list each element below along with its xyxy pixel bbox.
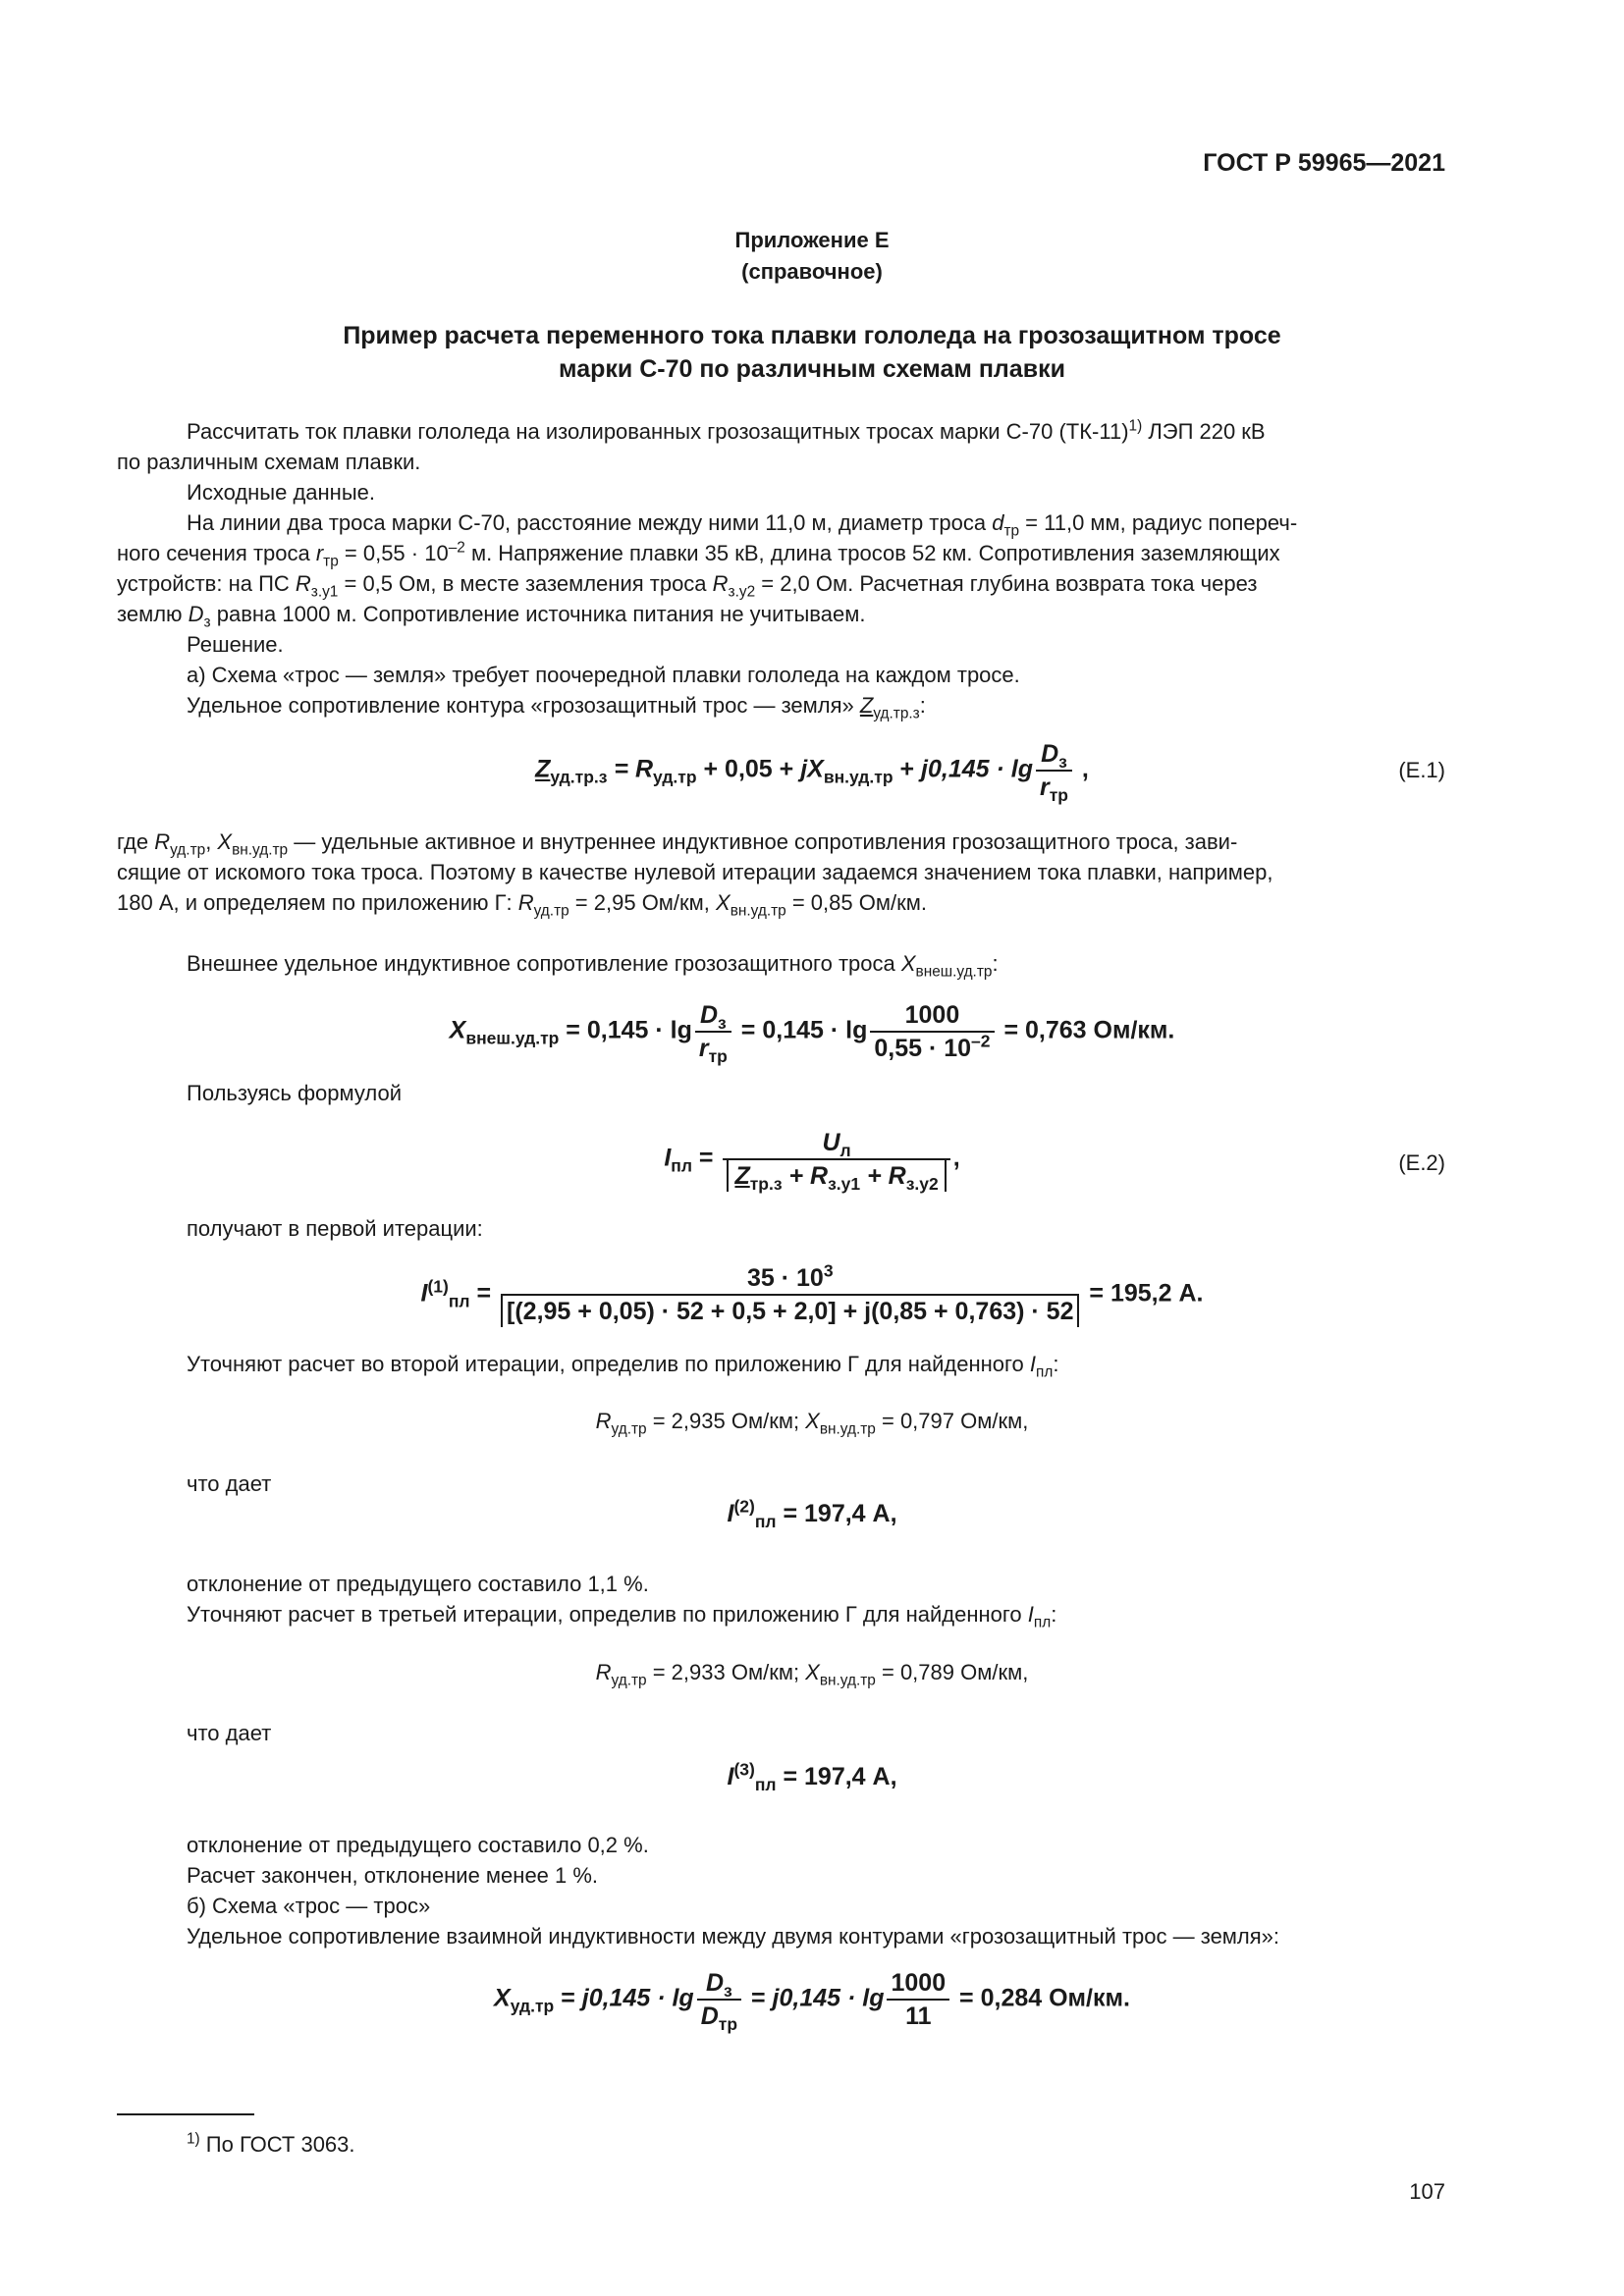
equation-number-e2: (Е.2) [1398,1150,1445,1175]
formula-first-iteration: $I^{(1)}_{пл}$ = $\frac{35 \cdot 10^3}{[(2,95 + 0,05) \cdot 52 + 0,5 + 2,0] + j(0,85 + 0,763) \cdot 52}$ = 195,2 А. [420,1260,1204,1325]
formula-e1: $Z_{уд.тр.з} = R_{уд.тр} + 0,05 + jX_{вн.уд.тр} + j0,145 \cdot \lg$ $\frac{D_з}{r_{тр}}$ , [535,740,1089,805]
paragraph-scheme-a: а) Схема «трос — земля» требует поочередной плавки гололеда на каждом тросе. [187,663,1020,687]
text-gives-1: что дает [187,1471,272,1496]
text-gives-2: что дает [187,1721,272,1745]
paragraph-conditions-3: устройств: на ПС $R_{з.у1} = 0,5$ Ом, в месте заземления троса $R_{з.у2} = 2,0$ Ом. Расчетная глубина возврата тока через [117,571,1258,601]
formula-e2: $I_{пл}$ = $\frac{U_л}{Z_{тр.з} + R_{з.у1} + R_{з.у2}}$ , [664,1129,960,1194]
calculation-done: Расчет закончен, отклонение менее 1 %. [187,1863,599,1888]
paragraph-input-data: Исходные данные. [187,480,375,505]
standard-number: ГОСТ Р 59965—2021 [1203,149,1445,177]
paragraph-specific-resistance: Удельное сопротивление контура «грозозащитный трос — земля» $Z_{уд.тр.з}$: [187,693,926,722]
page-number: 107 [1409,2179,1445,2204]
footnote-separator [117,2113,254,2115]
formula-mutual-inductance: $X_{уд.тр} = j0,145 \cdot \lg$ $\frac{D_з}{D_{тр}}$ = j0,145 · lg $\frac{1000}{11}$ = 0,284 Ом/км. [494,1969,1130,2034]
iteration-3-values: $R_{уд.тр} = 2,933$ Ом/км; $X_{вн.уд.тр} = 0,789$ Ом/км, [595,1660,1029,1689]
paragraph-conditions-4: землю $D_з$ равна 1000 м. Сопротивление источника питания не учитываем. [117,602,866,631]
paragraph-mutual-inductance: Удельное сопротивление взаимной индуктивности между двумя контурами «грозозащитный трос — земля»: [187,1924,1280,1949]
paragraph-task-cont: по различным схемам плавки. [117,450,421,474]
paragraph-where: где $R_{уд.тр}$, $X_{вн.уд.тр}$ — удельные активное и внутреннее индуктивное сопротивления грозозащитного троса, зави- [117,829,1238,859]
formula-external-inductance: $X_{внеш.уд.тр} = 0,145 \cdot \lg$ $\frac{D_з}{r_{тр}}$ = 0,145 · lg $\frac{1000}{0,55 \cdot 10^{-2}}$ = 0,763 Ом/км. [449,1001,1175,1066]
paragraph-third-iteration: Уточняют расчет в третьей итерации, определив по приложению Г для найденного $I_{пл}$: [187,1602,1057,1631]
deviation-1: отклонение от предыдущего составило 1,1 %. [187,1572,649,1596]
section-title-line2: марки С-70 по различным схемам плавки [559,355,1065,383]
paragraph-using-formula: Пользуясь формулой [187,1081,403,1105]
paragraph-conditions-2: ного сечения троса $r_{тр} = 0,55 \cdot 10^{-2}$ м. Напряжение плавки 35 кВ, длина тросов 52 км. Сопротивления заземляющих [117,539,1280,570]
appendix-kind: (справочное) [741,259,883,284]
paragraph-scheme-b: б) Схема «трос — трос» [187,1894,431,1918]
deviation-2: отклонение от предыдущего составило 0,2 %. [187,1833,649,1857]
paragraph-where-values: 180 А, и определяем по приложению Г: $R_{уд.тр} = 2,95$ Ом/км, $X_{вн.уд.тр} = 0,85$ Ом/км. [117,890,927,920]
equation-number-e1: (Е.1) [1398,758,1445,782]
section-title-line1: Пример расчета переменного тока плавки гололеда на грозозащитном тросе [343,322,1281,349]
footnote: $^{1)}$ По ГОСТ 3063. [187,2130,355,2157]
paragraph-second-iteration: Уточняют расчет во второй итерации, определив по приложению Г для найденного $I_{пл}$: [187,1352,1059,1381]
result-iteration-3: $I^{(3)}_{пл} = 197,4$ А, [727,1759,897,1794]
paragraph-solution: Решение. [187,632,284,657]
result-iteration-2: $I^{(2)}_{пл} = 197,4$ А, [727,1496,897,1531]
paragraph-external-inductance: Внешнее удельное индуктивное сопротивление грозозащитного троса $X_{внеш.уд.тр}$: [187,951,999,981]
iteration-2-values: $R_{уд.тр} = 2,935$ Ом/км; $X_{вн.уд.тр} = 0,797$ Ом/км, [595,1409,1029,1438]
paragraph-conditions-1: На линии два троса марки С-70, расстояние между ними 11,0 м, диаметр троса $d_{тр} = 11,0$ мм, радиус попереч- [187,510,1298,540]
paragraph-where-cont: сящие от искомого тока троса. Поэтому в качестве нулевой итерации задаемся значением тока плавки, например, [117,860,1273,884]
paragraph-task: Рассчитать ток плавки гололеда на изолированных грозозащитных тросах марки С-70 $(ТК-11)^{1)}$ ЛЭП 220 кВ [187,417,1266,444]
paragraph-first-iteration: получают в первой итерации: [187,1216,483,1241]
appendix-label: Приложение Е [734,228,890,252]
